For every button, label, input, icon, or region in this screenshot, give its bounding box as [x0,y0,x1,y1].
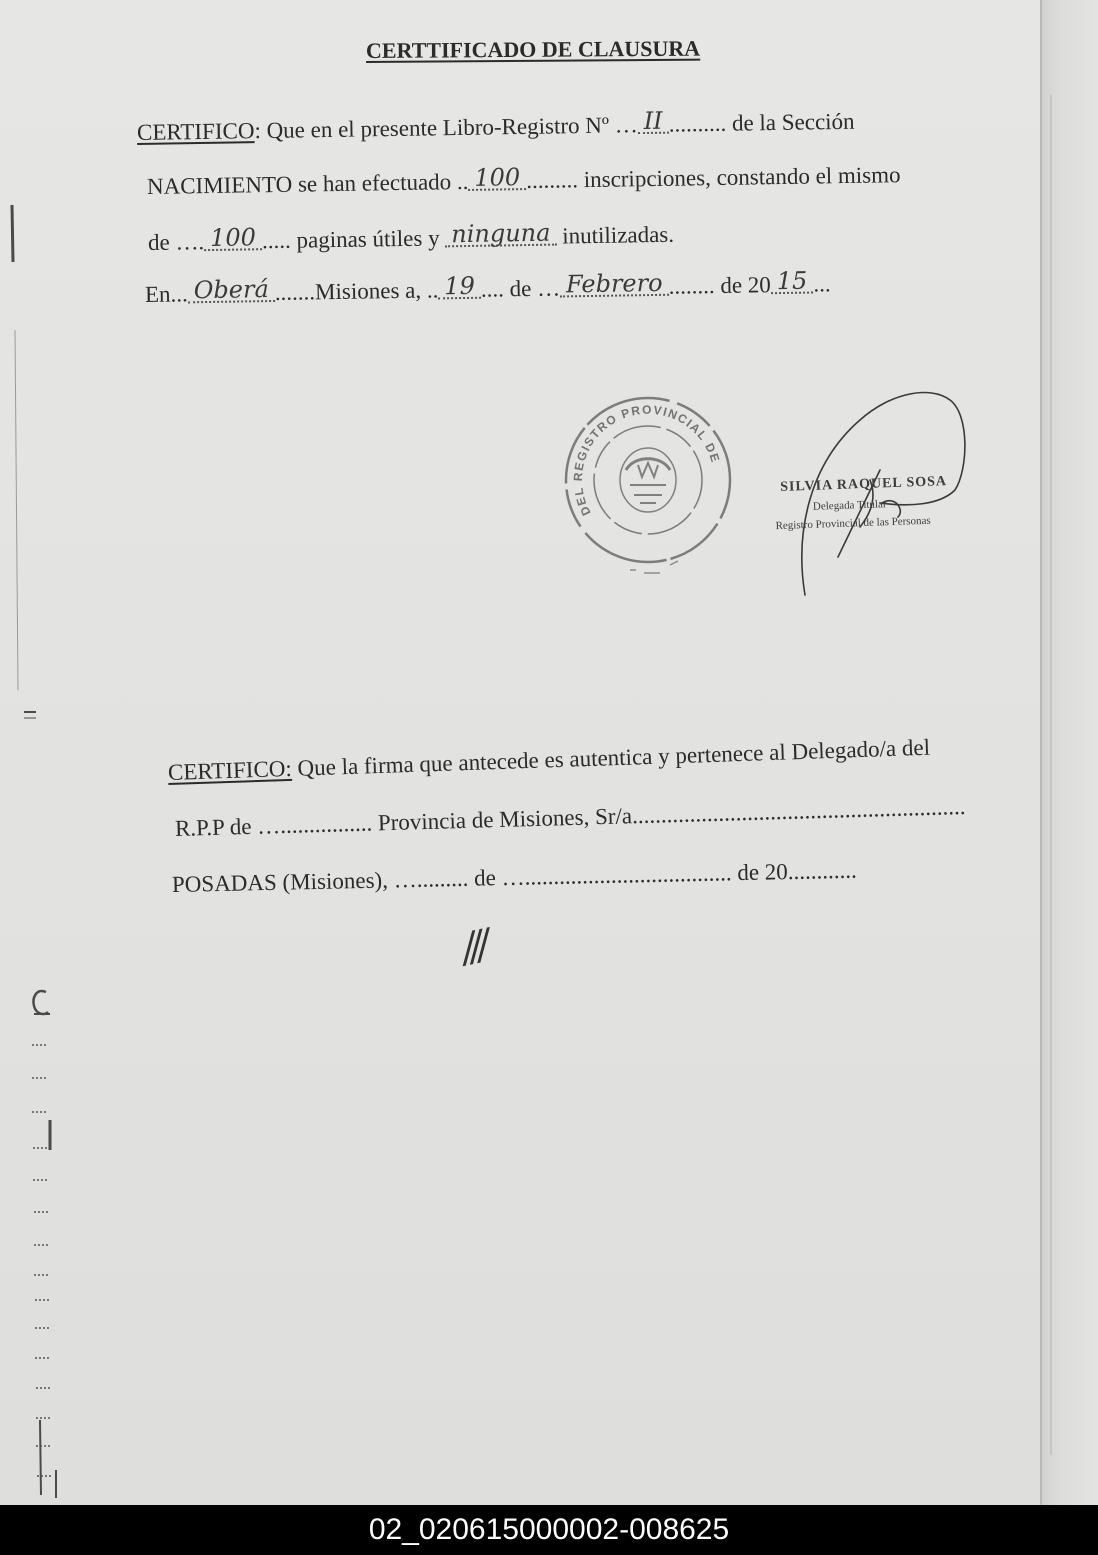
handwritten-city: Oberá [188,278,275,303]
margin-line [40,1420,41,1495]
closing-line-3-text-middle: ..... paginas útiles y [261,225,446,254]
stamp-office: Registro Provincial de las Personas [775,514,931,533]
handwritten-inscriptions: 100 [468,166,526,191]
closing-line-4-text-before: En... [144,281,188,307]
seal-ring-text-path: DEL REGISTRO PROVINCIAL DE [570,402,723,518]
authentication-line-1-text: Que la firma que antecede es autentica y pertenece al Delegado/a del [291,734,931,781]
closing-line-2-text-after: ......... inscripciones, constando el mismo [526,162,901,194]
closing-line-1 [137,107,855,148]
handwritten-book-number: II [638,110,669,134]
margin-letter-fragment [34,991,49,1014]
document-title: CERTTIFICADO DE CLAUSURA [365,35,701,63]
handwritten-pages: 100 [204,226,262,251]
closing-line-3 [148,220,675,258]
scan-footer-bar [0,1505,1098,1555]
margin-line [15,330,18,690]
stamp-name: SILVIA RAQUEL SOSA [779,474,948,495]
official-seal [560,385,740,580]
handwritten-year: 15 [771,270,814,295]
closing-line-1-text-before: : Que en el presente Libro-Registro Nº … [254,112,638,144]
handwritten-month: Febrero [560,272,669,298]
adjacent-page-edge [1040,0,1098,1505]
handwritten-unused-pages: ninguna [445,222,557,248]
seal-outer-ring [566,398,730,562]
seal-inner-ring [594,426,702,534]
handwritten-day: 19 [438,275,481,300]
closing-line-3-text-before: de …. [147,229,205,255]
seal-coat-of-arms-icon [620,448,676,512]
closing-line-2 [147,160,901,202]
closing-line-4-text-middle-1: .......Misiones a, .. [274,277,439,305]
stamp-role: Delegada Titular [812,498,887,513]
scan-id-label: 02_020615000002-008625 [368,1513,730,1546]
authentication-line-3: POSADAS (Misiones), …......... de ….................................... de 20............ [171,857,857,897]
handwritten-closing-mark: /// [457,922,489,972]
closing-line-4 [144,266,831,310]
margin-dotted-rows [32,1045,51,1476]
closing-line-4-text-middle-3: ........ de 20 [668,272,772,299]
certifico-label: CERTIFICO [136,118,255,145]
closing-line-3-text-after: inutilizadas. [556,221,675,249]
signature-stamp [775,473,970,540]
closing-line-2-text-before: NACIMIENTO se han efectuado .. [146,168,469,199]
authentication-line-1 [168,733,931,788]
left-margin-marks [0,0,70,1505]
margin-line [12,205,13,262]
closing-line-4-text-after: ... [813,271,831,297]
authentication-line-2: R.P.P de …................ Provincia de Misiones, Sr/a.......................................................... [174,793,966,841]
closing-line-1-text-after: .......... de la Sección [668,108,855,137]
closing-line-4-text-middle-2: .... de … [480,275,561,302]
certifico-label: CERTIFICO: [167,755,293,785]
page-edge-line [1050,95,1052,1455]
